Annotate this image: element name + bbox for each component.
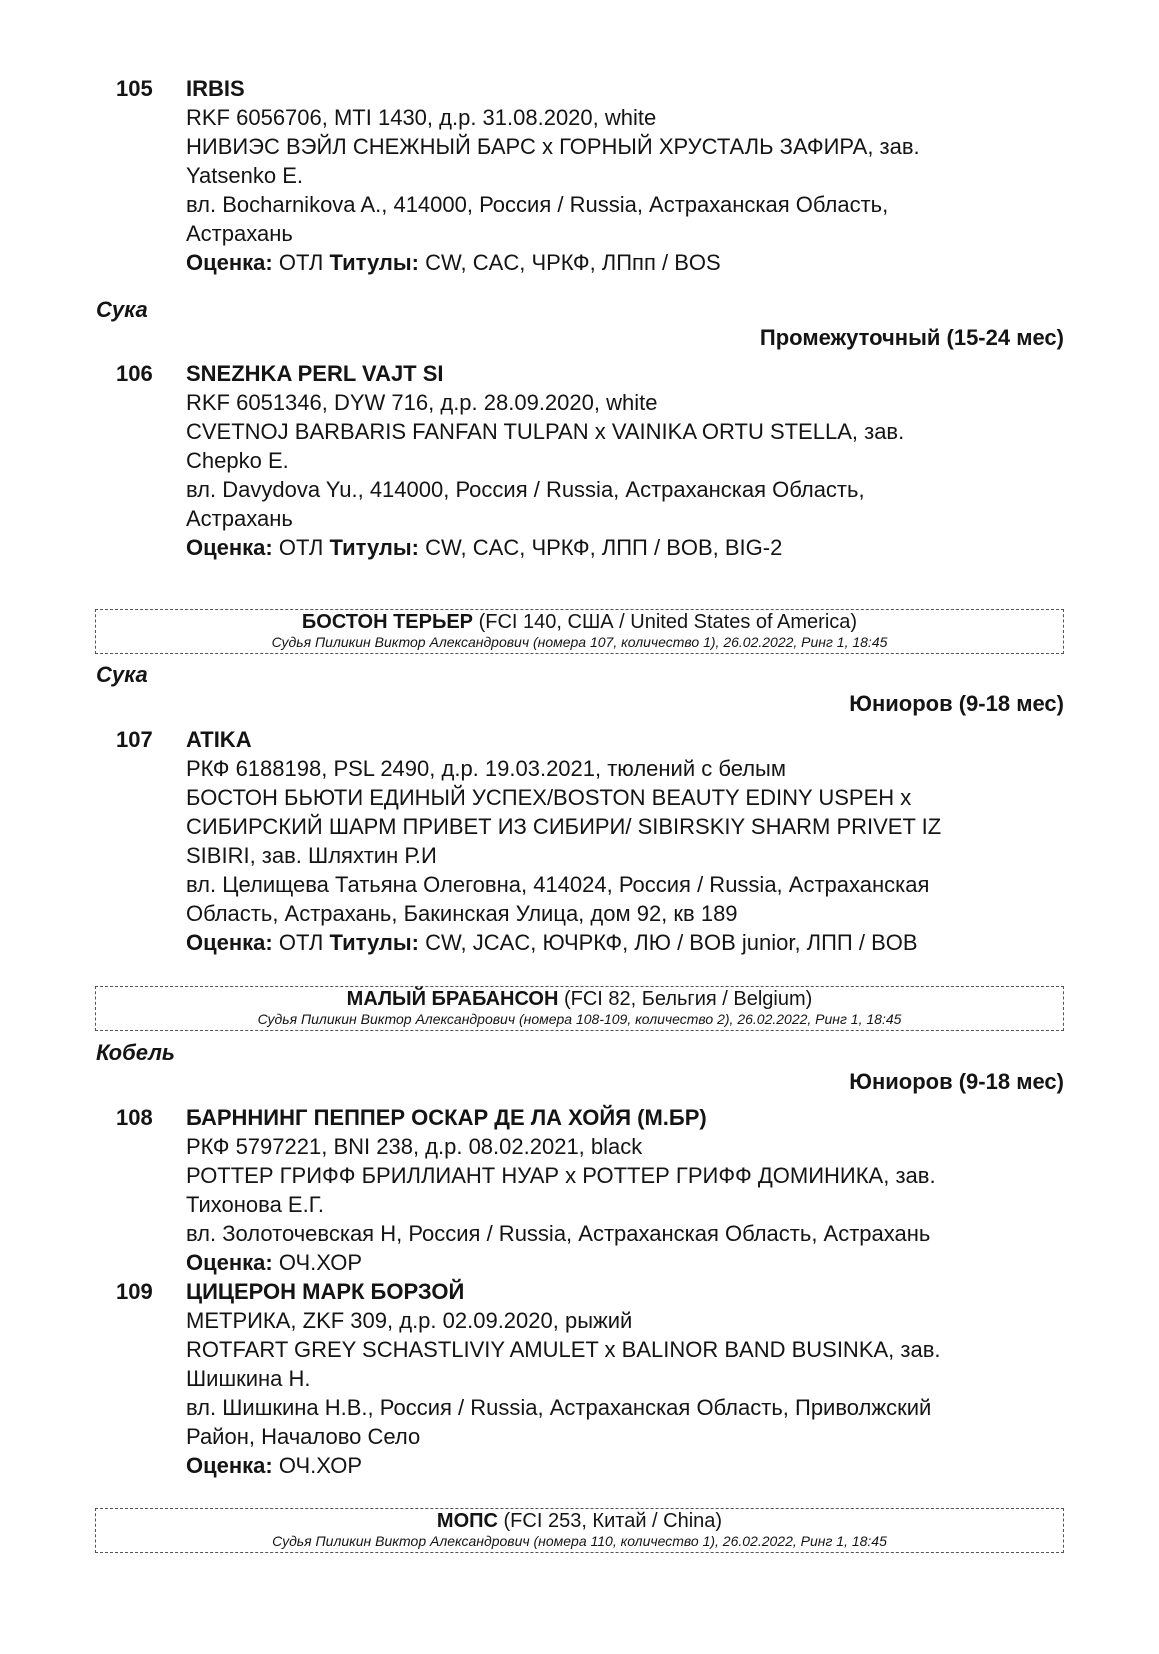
- titles-value: CW, JCAC, ЮЧРКФ, ЛЮ / BOB junior, ЛПП / BOB: [425, 930, 918, 955]
- owner-line: вл. Целищева Татьяна Олеговна, 414024, Россия / Russia, Астраханская: [186, 872, 930, 897]
- owner-line: вл. Золоточевская Н, Россия / Russia, Астраханская Область, Астрахань: [186, 1221, 931, 1246]
- class-heading: Юниоров (9-18 мес): [849, 1069, 1064, 1094]
- breed-info: (FCI 82, Бельгия / Belgium): [563, 988, 813, 1010]
- titles-value: CW, CAC, ЧРКФ, ЛПпп / BOS: [425, 250, 721, 275]
- class-heading: Юниоров (9-18 мес): [849, 691, 1064, 716]
- result-line: [186, 928, 1086, 957]
- grade-value: ОЧ.ХОР: [278, 1250, 362, 1275]
- parents-line: НИВИЭС ВЭЙЛ СНЕЖНЫЙ БАРС х ГОРНЫЙ ХРУСТАЛЬ ЗАФИРА, зав.: [186, 134, 920, 159]
- parents-line: Chepko E.: [186, 448, 289, 473]
- breed-line: [96, 610, 1063, 634]
- dog-name: SNEZHKA PERL VAJT SI: [186, 361, 444, 386]
- grade-label: Оценка:: [186, 1250, 273, 1275]
- grade-value: ОЧ.ХОР: [278, 1453, 362, 1478]
- registration-line: РКФ 6188198, PSL 2490, д.р. 19.03.2021, тюлений с белым: [186, 756, 786, 781]
- entry-number: 107: [116, 727, 153, 752]
- result-line: [186, 1451, 1086, 1480]
- entry-number: 105: [116, 76, 153, 101]
- dog-name: БАРННИНГ ПЕППЕР ОСКАР ДЕ ЛА ХОЙЯ (М.БР): [186, 1105, 707, 1130]
- grade-label: Оценка:: [186, 1453, 273, 1478]
- grade-label: Оценка:: [186, 535, 273, 560]
- breed-name: МАЛЫЙ БРАБАНСОН: [346, 988, 559, 1010]
- judge-line: Судья Пиликин Виктор Александрович (номера 107, количество 1), 26.02.2022, Ринг 1, 18:45: [271, 634, 888, 650]
- parents-line: Тихонова Е.Г.: [186, 1192, 325, 1217]
- result-line: [186, 533, 1086, 562]
- dog-name: IRBIS: [186, 76, 245, 101]
- breed-name: МОПС: [436, 1510, 498, 1532]
- class-heading: Промежуточный (15-24 мес): [759, 325, 1064, 350]
- parents-line: ROTFART GREY SCHASTLIVIY AMULET x BALINOR BAND BUSINKA, зав.: [186, 1337, 941, 1362]
- owner-line: вл. Bocharnikova A., 414000, Россия / Russia, Астраханская Область,: [186, 192, 889, 217]
- result-line: [186, 248, 1086, 277]
- entry-number: 106: [116, 361, 153, 386]
- entry-details: [186, 359, 1086, 562]
- registration-line: RKF 6051346, DYW 716, д.р. 28.09.2020, white: [186, 390, 658, 415]
- sex-heading: Кобель: [96, 1040, 175, 1065]
- owner-line: Астрахань: [186, 506, 293, 531]
- registration-line: МЕТРИКА, ZKF 309, д.р. 02.09.2020, рыжий: [186, 1308, 633, 1333]
- entry-details: [186, 74, 1086, 277]
- breed-name: БОСТОН ТЕРЬЕР: [301, 611, 474, 633]
- breed-header: [95, 986, 1064, 1031]
- grade-value: ОТЛ: [278, 250, 324, 275]
- parents-line: Yatsenko E.: [186, 163, 303, 188]
- breed-line: [96, 987, 1063, 1011]
- titles-label: Титулы:: [329, 250, 419, 275]
- breed-info: (FCI 140, США / United States of America): [478, 611, 858, 633]
- entry-details: [186, 1277, 1086, 1480]
- parents-line: РОТТЕР ГРИФФ БРИЛЛИАНТ НУАР х РОТТЕР ГРИФФ ДОМИНИКА, зав.: [186, 1163, 936, 1188]
- dog-name: ATIKA: [186, 727, 252, 752]
- sex-heading: Сука: [96, 297, 148, 322]
- breed-header: [95, 1508, 1064, 1553]
- parents-line: SIBIRI, зав. Шляхтин Р.И: [186, 843, 437, 868]
- breed-info: (FCI 253, Китай / China): [503, 1510, 723, 1532]
- judge-line: Судья Пиликин Виктор Александрович (номера 108-109, количество 2), 26.02.2022, Ринг 1, 18:45: [257, 1011, 902, 1027]
- owner-line: Астрахань: [186, 221, 293, 246]
- judge-line: Судья Пиликин Виктор Александрович (номера 110, количество 1), 26.02.2022, Ринг 1, 18:45: [272, 1533, 887, 1549]
- registration-line: RKF 6056706, MTI 1430, д.р. 31.08.2020, white: [186, 105, 657, 130]
- result-line: [186, 1248, 1086, 1277]
- registration-line: РКФ 5797221, BNI 238, д.р. 08.02.2021, black: [186, 1134, 643, 1159]
- owner-line: вл. Шишкина Н.В., Россия / Russia, Астраханская Область, Приволжский: [186, 1395, 932, 1420]
- owner-line: Район, Началово Село: [186, 1424, 421, 1449]
- titles-value: CW, CAC, ЧРКФ, ЛПП / BOB, BIG-2: [425, 535, 783, 560]
- entry-details: [186, 1103, 1086, 1277]
- owner-line: Область, Астрахань, Бакинская Улица, дом 92, кв 189: [186, 901, 738, 926]
- grade-label: Оценка:: [186, 250, 273, 275]
- breed-line: [96, 1509, 1063, 1533]
- titles-label: Титулы:: [329, 535, 419, 560]
- parents-line: Шишкина Н.: [186, 1366, 311, 1391]
- grade-label: Оценка:: [186, 930, 273, 955]
- sex-heading: Сука: [96, 662, 148, 687]
- owner-line: вл. Davydova Yu., 414000, Россия / Russia, Астраханская Область,: [186, 477, 865, 502]
- breed-header: [95, 609, 1064, 654]
- parents-line: СИБИРСКИЙ ШАРМ ПРИВЕТ ИЗ СИБИРИ/ SIBIRSKIY SHARM PRIVET IZ: [186, 814, 942, 839]
- grade-value: ОТЛ: [278, 930, 324, 955]
- parents-line: CVETNOJ BARBARIS FANFAN TULPAN x VAINIKA ORTU STELLA, зав.: [186, 419, 905, 444]
- entry-details: [186, 725, 1086, 957]
- dog-name: ЦИЦЕРОН МАРК БОРЗОЙ: [186, 1279, 465, 1304]
- grade-value: ОТЛ: [278, 535, 324, 560]
- titles-label: Титулы:: [329, 930, 419, 955]
- parents-line: БОСТОН БЬЮТИ ЕДИНЫЙ УСПЕХ/BOSTON BEAUTY EDINY USPEH x: [186, 785, 912, 810]
- entry-number: 108: [116, 1105, 153, 1130]
- entry-number: 109: [116, 1279, 153, 1304]
